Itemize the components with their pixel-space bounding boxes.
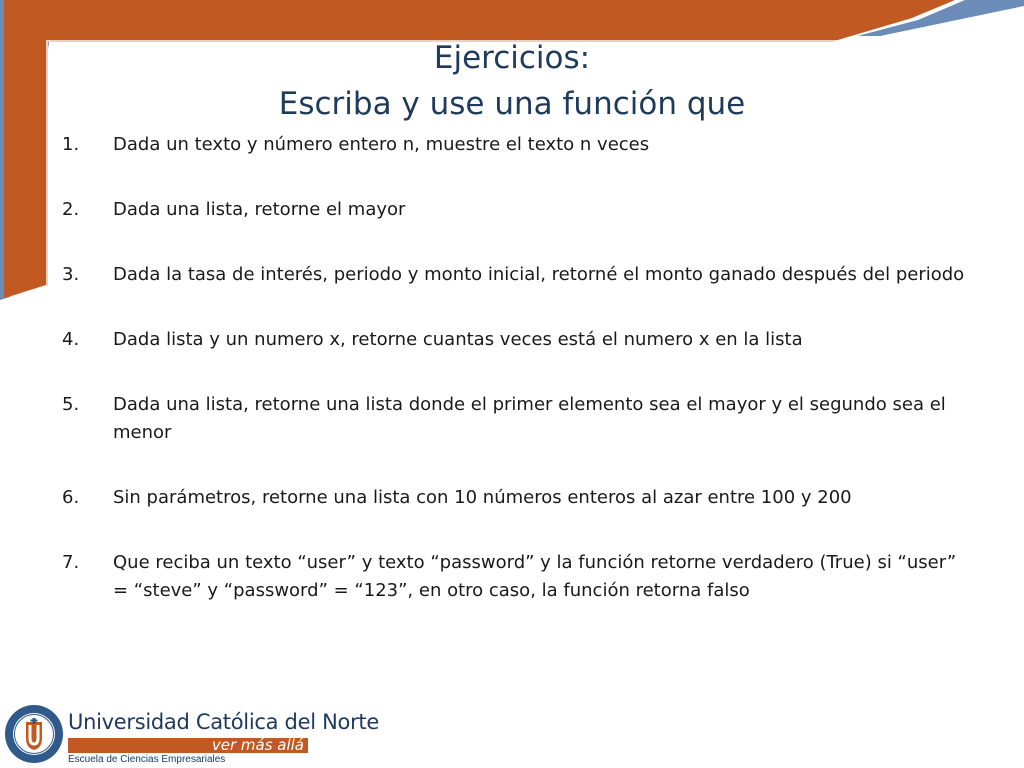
exercise-item-3	[62, 261, 972, 289]
exercise-number: 7.	[62, 552, 80, 573]
exercise-number: 5.	[62, 394, 80, 415]
exercise-text: Que reciba un texto “user” y texto “password” y la función retorne verdadero (True) si “user” = “steve” y “password” = “123”, en otro caso, la función retorna falso	[113, 552, 957, 601]
exercise-text: Dada una lista, retorne el mayor	[113, 199, 406, 220]
title-line-1: Ejercicios:	[433, 40, 591, 76]
exercise-item-1	[62, 131, 972, 159]
motto-text: ver más allá	[211, 736, 304, 754]
university-seal-icon	[4, 704, 64, 764]
exercise-text: Sin parámetros, retorne una lista con 10 números enteros al azar entre 100 y 200	[113, 487, 852, 508]
exercise-number: 2.	[62, 199, 80, 220]
exercise-number: 1.	[62, 134, 80, 155]
university-name: Universidad Católica del Norte	[68, 710, 379, 734]
motto-bar	[68, 738, 308, 753]
exercise-item-5	[62, 391, 972, 447]
school-name: Escuela de Ciencias Empresariales	[68, 754, 226, 765]
exercise-list	[62, 131, 972, 642]
exercise-item-6	[62, 484, 972, 512]
exercise-number: 4.	[62, 329, 80, 350]
exercise-number: 3.	[62, 264, 80, 285]
exercise-text: Dada un texto y número entero n, muestre el texto n veces	[113, 134, 650, 155]
exercise-number: 6.	[62, 487, 80, 508]
exercise-text: Dada lista y un numero x, retorne cuantas veces está el numero x en la lista	[113, 329, 803, 350]
exercise-text: Dada una lista, retorne una lista donde el primer elemento sea el mayor y el segundo sea el menor	[113, 394, 946, 443]
university-logo	[4, 704, 379, 766]
title-line-2: Escriba y use una función que	[278, 86, 746, 122]
exercise-text: Dada la tasa de interés, periodo y monto inicial, retorné el monto ganado después del periodo	[113, 264, 965, 285]
exercise-item-4	[62, 326, 972, 354]
exercise-item-7	[62, 549, 972, 605]
slide-title	[40, 35, 984, 127]
exercise-item-2	[62, 196, 972, 224]
